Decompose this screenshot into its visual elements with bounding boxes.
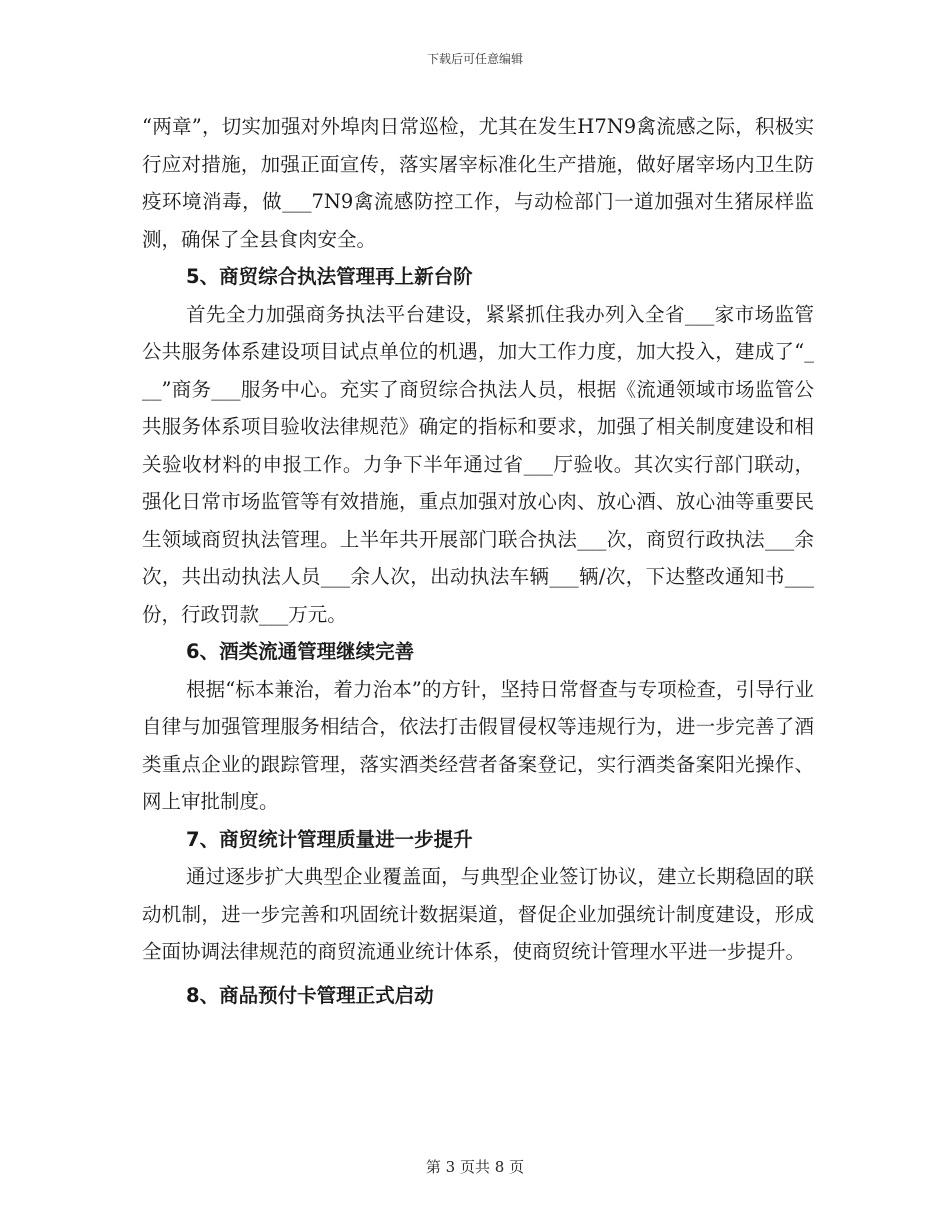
section-heading-6: 6、酒类流通管理继续完善 [186, 640, 415, 663]
paragraph-continuation: “两章”，切实加强对外埠肉日常巡检，尤其在发生H7N9禽流感之际，积极实行应对措施，加强正面宣传，落实屠宰标准化生产措施，做好屠宰场内卫生防疫环境消毒，做___7N9禽流感防控工作，与动检部门一道加强对生猪尿样监测，确保了全县食肉安全。 [142, 115, 814, 251]
page-footer: 第 3 页共 8 页 [425, 1158, 525, 1176]
paragraph-section-7: 通过逐步扩大典型企业覆盖面，与典型企业签订协议，建立长期稳固的联动机制，进一步完善和巩固统计数据渠道，督促企业加强统计制度建设，形成全面协调法律规范的商贸流通业统计体系，使商贸统计管理水平进一步提升。 [142, 865, 814, 963]
section-heading-5: 5、商贸综合执法管理再上新台阶 [186, 265, 473, 288]
section-heading-8: 8、商品预付卡管理正式启动 [186, 983, 434, 1007]
paragraph-section-5: 首先全力加强商务执法平台建设，紧紧抓住我办列入全省___家市场监管公共服务体系建设项目试点单位的机遇，加大工作力度，加大投入，建成了“___”商务___服务中心。充实了商贸综合执法人员，根据《流通领域市场监管公共服务体系项目验收法律规范》确定的指标和要求，加强了相关制度建设和相关验收材料的申报工作。力争下半年通过省___厅验收。其次实行部门联动，强化日常市场监管等有效措施，重点加强对放心肉、放心酒、放心油等重要民生领域商贸执法管理。上半年共开展部门联合执法___次，商贸行政执法___余次，共出动执法人员___余人次，出动执法车辆___辆/次，下达整改通知书___份，行政罚款___万元。 [142, 302, 814, 626]
section-heading-7: 7、商贸统计管理质量进一步提升 [186, 827, 473, 851]
document-body [142, 108, 814, 1014]
paragraph-section-6: 根据“标本兼治，着力治本”的方针，坚持日常督查与专项检查，引导行业自律与加强管理服务相结合，依法打击假冒侵权等违规行为，进一步完善了酒类重点企业的跟踪管理，落实酒类经营者备案登记，实行酒类备案阳光操作、网上审批制度。 [142, 677, 814, 813]
page-header: 下载后可任意编辑 [426, 52, 523, 66]
